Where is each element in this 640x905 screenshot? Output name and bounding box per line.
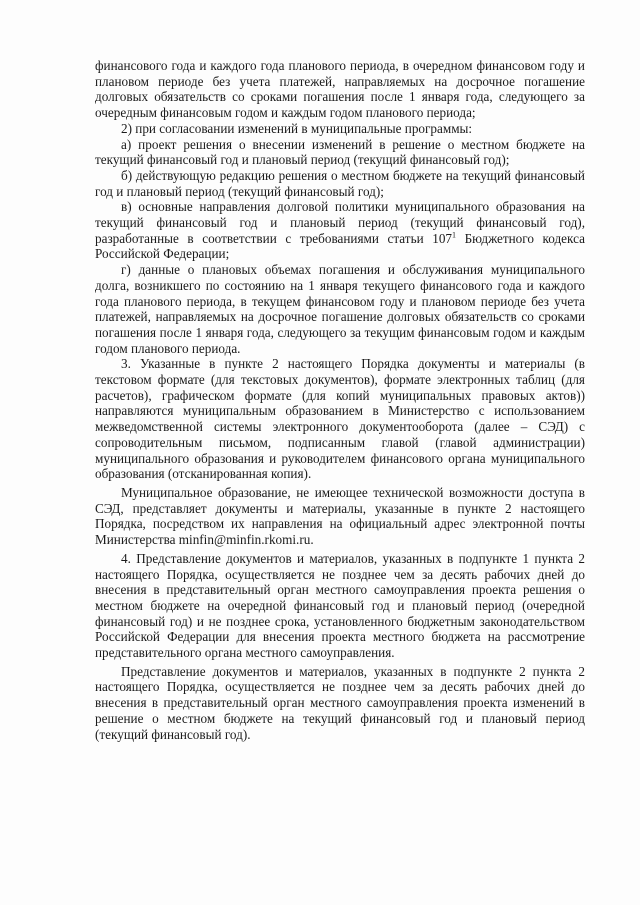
paragraph-section-4: 4. Представление документов и материалов, указанных в подпункте 1 пункта 2 настоящего Порядка, осуществляется не позднее чем за десять рабочих дней до внесения в представительный орган местного самоуправления проекта решения о местном бюджете на очередной финансовый год и плановый период (очередной финансовый год) и не позднее срока, установленного бюджетным законодательством Российской Федерации для внесения проекта местного бюджета на рассмотрение представительного органа местного самоуправления. xyxy=(95,550,585,661)
paragraph-item-2: 2) при согласовании изменений в муниципальные программы: xyxy=(121,120,473,136)
paragraph-item-2v xyxy=(95,199,585,262)
paragraph-item-2g: г) данные о плановых объемах погашения и обслуживания муниципального долга, возникшего по состоянию на 1 января текущего финансового года и каждого года планового периода, в текущем финансовом году и плановом периоде без учета платежей, направляемых на досрочное погашение долговых обязательств со сроками погашения после 1 января года, следующего за текущим финансовым годом и каждым годом планового периода. xyxy=(95,262,585,356)
paragraph-section-3: 3. Указанные в пункте 2 настоящего Порядка документы и материалы (в текстовом формате (для текстовых документов), формате электронных таблиц (для расчетов), графическом формате (для копий муниципальных правовых актов)) направляются муниципальным образованием в Министерство с использованием межведомственной системы электронного документооборота (далее – СЭД) с сопроводительным письмом, подписанным главой (главой администрации) муниципального образования и руководителем финансового органа муниципального образования (отсканированная копия). xyxy=(95,356,585,482)
paragraph-item-2b: б) действующую редакцию решения о местном бюджете на текущий финансовый год и плановый период (текущий финансовый год); xyxy=(95,167,585,199)
paragraph-no-sed-access: Муниципальное образование, не имеющее технической возможности доступа в СЭД, представляет документы и материалы, указанные в пункте 2 настоящего Порядка, посредством их направления на официальный адрес электронной почты Министерства minfin@minfin.rkomi.ru. xyxy=(95,484,585,548)
paragraph-item-2v-text-end: Бюджетного кодекса Российской Федерации; xyxy=(95,230,585,262)
paragraph-item-2v-text: в) основные направления долговой политики муниципального образования на текущий финансовый год и плановый период (текущий финансовый год), разработанные в соответствии с требованиями статьи 107 xyxy=(95,199,585,246)
paragraph-deadline-changes: Представление документов и материалов, указанных в подпункте 2 пункта 2 настоящего Порядка, осуществляется не позднее чем за десять рабочих дней до внесения в представительный орган местного самоуправления проекта изменений в решение о местном бюджете на текущий финансовый год и плановый период (текущий финансовый год). xyxy=(95,663,585,742)
paragraph-continuation: финансового года и каждого года планового периода, в очередном финансовом году и плановом периоде без учета платежей, направляемых на досрочное погашение долговых обязательств со сроками погашения после 1 января года, следующего за очередным финансовым годом и каждым годом планового периода; xyxy=(95,58,585,121)
document-body xyxy=(95,58,585,742)
paragraph-item-2a: а) проект решения о внесении изменений в решение о местном бюджете на текущий финансовый год и плановый период (текущий финансовый год); xyxy=(95,136,585,168)
superscript-article-number: 1 xyxy=(452,230,457,240)
